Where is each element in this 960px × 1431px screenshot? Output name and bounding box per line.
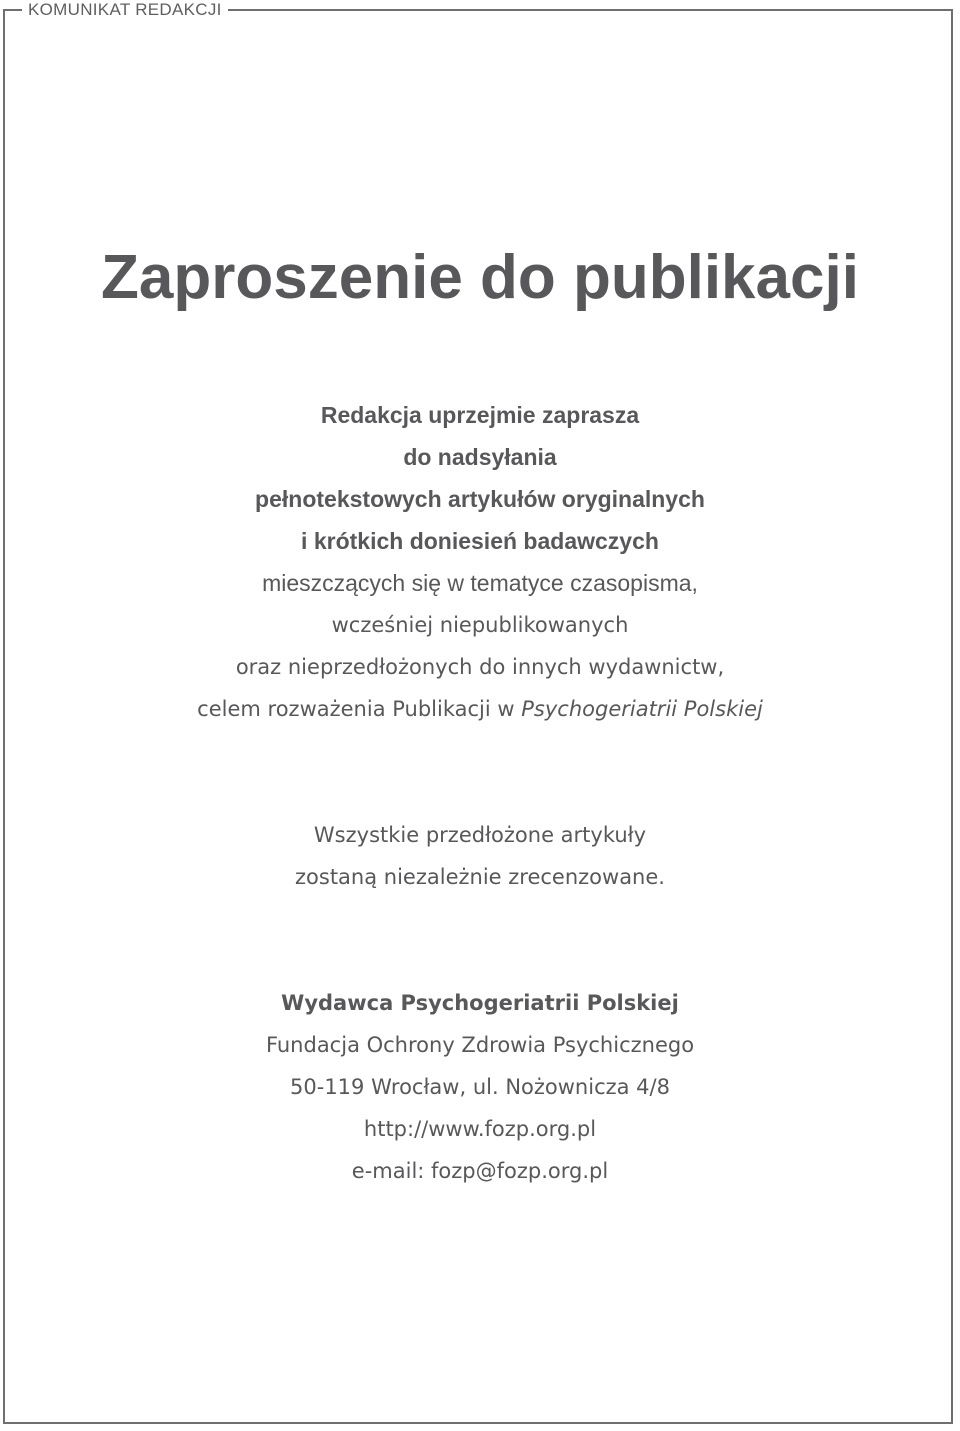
invitation-last-line [0,688,960,730]
invitation-line: Redakcja uprzejmie zaprasza [320,402,640,428]
review-note [0,814,960,898]
publisher-info [0,982,960,1192]
publisher-website-link[interactable]: http://www.fozp.org.pl [363,1117,597,1141]
publisher-organization: Fundacja Ochrony Zdrowia Psychicznego [265,1033,695,1057]
invitation-line: wcześniej niepublikowanych [331,613,629,637]
review-line: Wszystkie przedłożone artykuły [313,823,647,847]
page-title: Zaproszenie do publikacji [101,243,859,312]
invitation-last-line-prefix: celem rozważenia Publikacji w [197,697,522,721]
invitation-line: i krótkich doniesień badawczych [301,528,659,554]
invitation-line: mieszczących się w tematyce czasopisma, [262,570,698,596]
review-line: zostaną niezależnie zrecenzowane. [295,865,665,889]
journal-name: Psychogeriatrii Polskiej [521,697,763,721]
publisher-email-link[interactable]: e-mail: fozp@fozp.org.pl [351,1159,609,1183]
invitation-text [0,394,960,730]
invitation-line: pełnotekstowych artykułów oryginalnych [255,486,705,512]
publisher-address: 50-119 Wrocław, ul. Nożownicza 4/8 [290,1075,670,1099]
section-label: KOMUNIKAT REDAKCJI [22,0,228,20]
invitation-line: do nadsyłania [403,444,557,470]
publisher-heading: Wydawca Psychogeriatrii Polskiej [281,991,679,1015]
invitation-line: oraz nieprzedłożonych do innych wydawnictw, [235,655,725,679]
